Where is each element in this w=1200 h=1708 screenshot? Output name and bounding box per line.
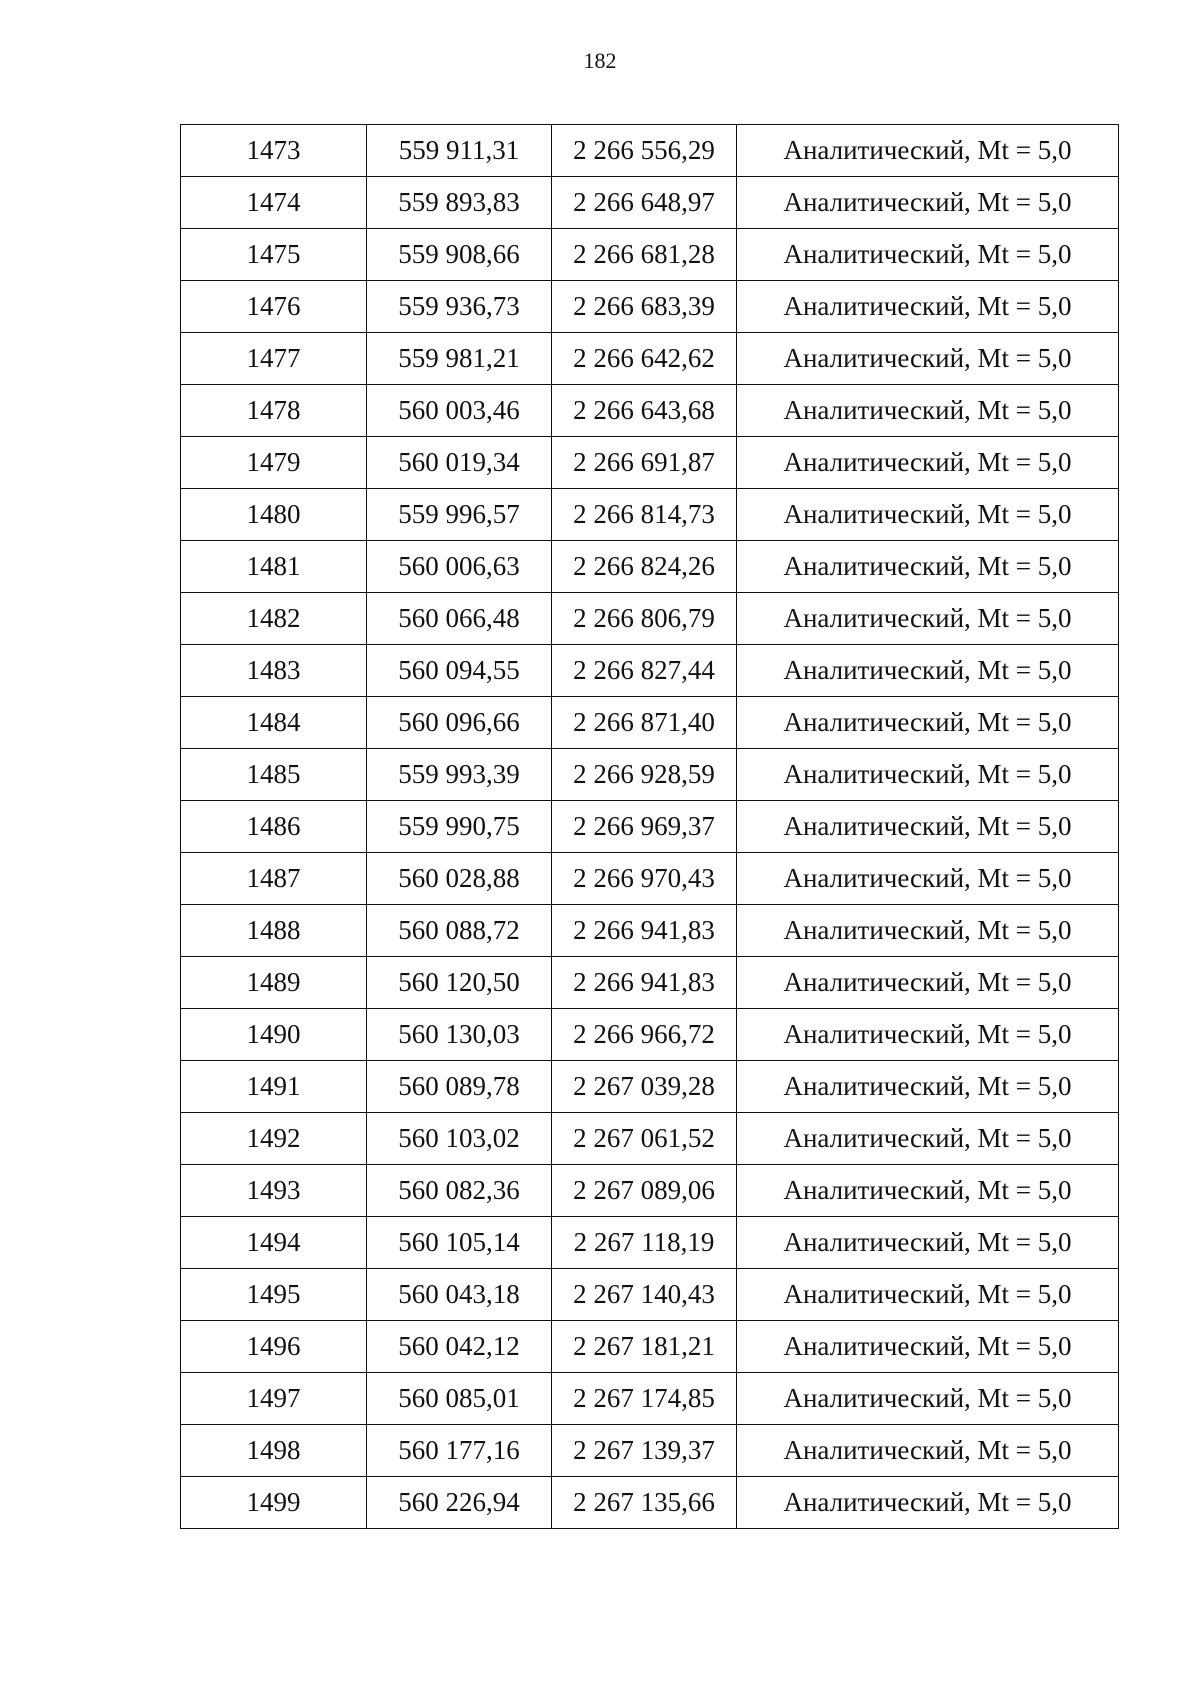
x-coordinate-cell: 559 893,83	[367, 177, 552, 229]
table-row	[181, 281, 1119, 333]
point-number-cell: 1494	[181, 1217, 367, 1269]
table-row	[181, 1425, 1119, 1477]
x-coordinate-cell: 559 908,66	[367, 229, 552, 281]
method-cell: Аналитический, Mt = 5,0	[737, 541, 1119, 593]
x-coordinate-cell: 559 993,39	[367, 749, 552, 801]
y-coordinate-cell: 2 266 966,72	[552, 1009, 737, 1061]
table-row	[181, 1217, 1119, 1269]
x-coordinate-cell: 559 996,57	[367, 489, 552, 541]
table-row	[181, 853, 1119, 905]
coordinates-table	[180, 124, 1119, 1529]
y-coordinate-cell: 2 267 039,28	[552, 1061, 737, 1113]
point-number-cell: 1487	[181, 853, 367, 905]
x-coordinate-cell: 560 085,01	[367, 1373, 552, 1425]
method-cell: Аналитический, Mt = 5,0	[737, 489, 1119, 541]
point-number-cell: 1474	[181, 177, 367, 229]
y-coordinate-cell: 2 266 683,39	[552, 281, 737, 333]
point-number-cell: 1478	[181, 385, 367, 437]
point-number-cell: 1475	[181, 229, 367, 281]
x-coordinate-cell: 560 096,66	[367, 697, 552, 749]
x-coordinate-cell: 560 019,34	[367, 437, 552, 489]
table-row	[181, 801, 1119, 853]
y-coordinate-cell: 2 266 928,59	[552, 749, 737, 801]
point-number-cell: 1499	[181, 1477, 367, 1529]
y-coordinate-cell: 2 267 118,19	[552, 1217, 737, 1269]
method-cell: Аналитический, Mt = 5,0	[737, 1009, 1119, 1061]
method-cell: Аналитический, Mt = 5,0	[737, 1425, 1119, 1477]
x-coordinate-cell: 560 105,14	[367, 1217, 552, 1269]
point-number-cell: 1497	[181, 1373, 367, 1425]
table-row	[181, 1113, 1119, 1165]
method-cell: Аналитический, Mt = 5,0	[737, 697, 1119, 749]
x-coordinate-cell: 559 911,31	[367, 125, 552, 177]
table-row	[181, 697, 1119, 749]
x-coordinate-cell: 560 088,72	[367, 905, 552, 957]
table-row	[181, 385, 1119, 437]
point-number-cell: 1486	[181, 801, 367, 853]
point-number-cell: 1490	[181, 1009, 367, 1061]
table-row	[181, 1373, 1119, 1425]
x-coordinate-cell: 559 990,75	[367, 801, 552, 853]
method-cell: Аналитический, Mt = 5,0	[737, 1165, 1119, 1217]
point-number-cell: 1479	[181, 437, 367, 489]
page-number: 182	[583, 48, 617, 73]
method-cell: Аналитический, Mt = 5,0	[737, 229, 1119, 281]
point-number-cell: 1495	[181, 1269, 367, 1321]
method-cell: Аналитический, Mt = 5,0	[737, 333, 1119, 385]
point-number-cell: 1482	[181, 593, 367, 645]
method-cell: Аналитический, Mt = 5,0	[737, 1373, 1119, 1425]
method-cell: Аналитический, Mt = 5,0	[737, 1321, 1119, 1373]
method-cell: Аналитический, Mt = 5,0	[737, 125, 1119, 177]
method-cell: Аналитический, Mt = 5,0	[737, 385, 1119, 437]
x-coordinate-cell: 560 043,18	[367, 1269, 552, 1321]
table-row	[181, 593, 1119, 645]
method-cell: Аналитический, Mt = 5,0	[737, 1477, 1119, 1529]
x-coordinate-cell: 560 089,78	[367, 1061, 552, 1113]
y-coordinate-cell: 2 266 814,73	[552, 489, 737, 541]
y-coordinate-cell: 2 266 941,83	[552, 905, 737, 957]
x-coordinate-cell: 560 226,94	[367, 1477, 552, 1529]
y-coordinate-cell: 2 266 827,44	[552, 645, 737, 697]
point-number-cell: 1496	[181, 1321, 367, 1373]
point-number-cell: 1483	[181, 645, 367, 697]
table-row	[181, 1477, 1119, 1529]
table-row	[181, 1269, 1119, 1321]
x-coordinate-cell: 560 066,48	[367, 593, 552, 645]
point-number-cell: 1484	[181, 697, 367, 749]
x-coordinate-cell: 560 120,50	[367, 957, 552, 1009]
x-coordinate-cell: 560 003,46	[367, 385, 552, 437]
method-cell: Аналитический, Mt = 5,0	[737, 1217, 1119, 1269]
table-row	[181, 1009, 1119, 1061]
y-coordinate-cell: 2 267 140,43	[552, 1269, 737, 1321]
y-coordinate-cell: 2 266 806,79	[552, 593, 737, 645]
y-coordinate-cell: 2 266 969,37	[552, 801, 737, 853]
table-row	[181, 1321, 1119, 1373]
coordinates-table-body	[181, 125, 1119, 1529]
table-row	[181, 489, 1119, 541]
y-coordinate-cell: 2 266 970,43	[552, 853, 737, 905]
point-number-cell: 1493	[181, 1165, 367, 1217]
method-cell: Аналитический, Mt = 5,0	[737, 801, 1119, 853]
point-number-cell: 1480	[181, 489, 367, 541]
table-row	[181, 333, 1119, 385]
x-coordinate-cell: 559 981,21	[367, 333, 552, 385]
table-row	[181, 437, 1119, 489]
point-number-cell: 1481	[181, 541, 367, 593]
y-coordinate-cell: 2 266 941,83	[552, 957, 737, 1009]
point-number-cell: 1485	[181, 749, 367, 801]
point-number-cell: 1498	[181, 1425, 367, 1477]
method-cell: Аналитический, Mt = 5,0	[737, 645, 1119, 697]
y-coordinate-cell: 2 267 139,37	[552, 1425, 737, 1477]
point-number-cell: 1473	[181, 125, 367, 177]
method-cell: Аналитический, Mt = 5,0	[737, 593, 1119, 645]
y-coordinate-cell: 2 267 061,52	[552, 1113, 737, 1165]
table-row	[181, 125, 1119, 177]
point-number-cell: 1488	[181, 905, 367, 957]
table-row	[181, 1165, 1119, 1217]
x-coordinate-cell: 560 094,55	[367, 645, 552, 697]
y-coordinate-cell: 2 266 824,26	[552, 541, 737, 593]
x-coordinate-cell: 560 177,16	[367, 1425, 552, 1477]
y-coordinate-cell: 2 267 089,06	[552, 1165, 737, 1217]
y-coordinate-cell: 2 266 681,28	[552, 229, 737, 281]
method-cell: Аналитический, Mt = 5,0	[737, 957, 1119, 1009]
x-coordinate-cell: 560 130,03	[367, 1009, 552, 1061]
point-number-cell: 1477	[181, 333, 367, 385]
table-row	[181, 749, 1119, 801]
method-cell: Аналитический, Mt = 5,0	[737, 749, 1119, 801]
method-cell: Аналитический, Mt = 5,0	[737, 177, 1119, 229]
method-cell: Аналитический, Mt = 5,0	[737, 281, 1119, 333]
y-coordinate-cell: 2 266 648,97	[552, 177, 737, 229]
point-number-cell: 1492	[181, 1113, 367, 1165]
method-cell: Аналитический, Mt = 5,0	[737, 1113, 1119, 1165]
y-coordinate-cell: 2 267 181,21	[552, 1321, 737, 1373]
x-coordinate-cell: 560 028,88	[367, 853, 552, 905]
method-cell: Аналитический, Mt = 5,0	[737, 853, 1119, 905]
method-cell: Аналитический, Mt = 5,0	[737, 1269, 1119, 1321]
point-number-cell: 1476	[181, 281, 367, 333]
point-number-cell: 1491	[181, 1061, 367, 1113]
method-cell: Аналитический, Mt = 5,0	[737, 437, 1119, 489]
x-coordinate-cell: 560 103,02	[367, 1113, 552, 1165]
y-coordinate-cell: 2 267 174,85	[552, 1373, 737, 1425]
x-coordinate-cell: 560 006,63	[367, 541, 552, 593]
y-coordinate-cell: 2 266 871,40	[552, 697, 737, 749]
y-coordinate-cell: 2 266 642,62	[552, 333, 737, 385]
y-coordinate-cell: 2 266 691,87	[552, 437, 737, 489]
table-row	[181, 177, 1119, 229]
table-row	[181, 645, 1119, 697]
table-row	[181, 1061, 1119, 1113]
y-coordinate-cell: 2 266 556,29	[552, 125, 737, 177]
method-cell: Аналитический, Mt = 5,0	[737, 1061, 1119, 1113]
table-row	[181, 541, 1119, 593]
y-coordinate-cell: 2 266 643,68	[552, 385, 737, 437]
table-row	[181, 905, 1119, 957]
table-row	[181, 229, 1119, 281]
method-cell: Аналитический, Mt = 5,0	[737, 905, 1119, 957]
table-row	[181, 957, 1119, 1009]
x-coordinate-cell: 560 082,36	[367, 1165, 552, 1217]
y-coordinate-cell: 2 267 135,66	[552, 1477, 737, 1529]
x-coordinate-cell: 560 042,12	[367, 1321, 552, 1373]
x-coordinate-cell: 559 936,73	[367, 281, 552, 333]
point-number-cell: 1489	[181, 957, 367, 1009]
